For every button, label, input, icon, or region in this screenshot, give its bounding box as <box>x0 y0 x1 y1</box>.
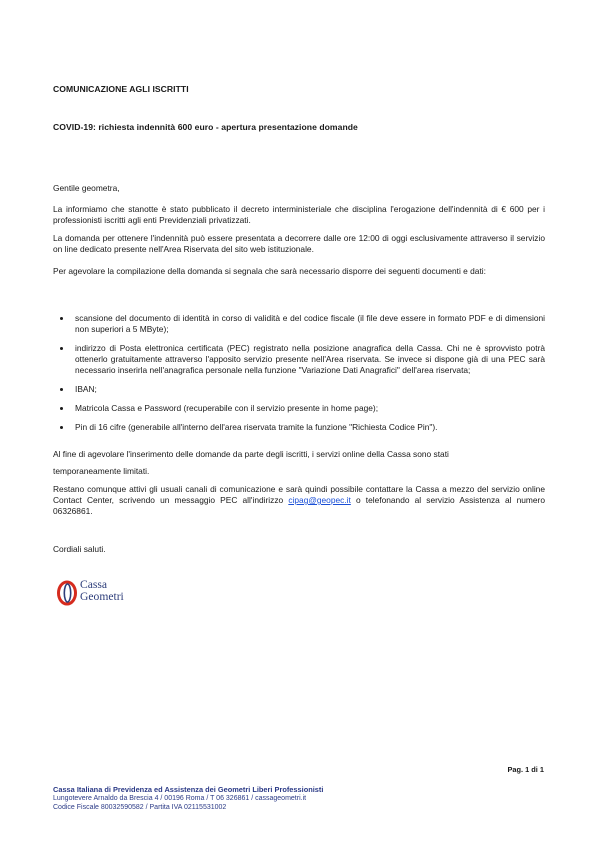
bullet-icon <box>60 426 63 429</box>
paragraph-contact <box>53 484 545 517</box>
list-item <box>53 384 545 395</box>
footer-address: Lungotevere Arnaldo da Brescia 4 / 00196 Roma / T 06 326861 / cassageometri.it <box>53 795 307 803</box>
bullet-icon <box>60 347 63 350</box>
list-item-text: Matricola Cassa e Password (recuperabile con il servizio presente in home page); <box>75 403 379 413</box>
footer <box>53 785 323 813</box>
cassa-geometri-logo <box>56 578 156 610</box>
list-item <box>53 343 545 376</box>
greeting: Gentile geometra, <box>53 183 120 193</box>
bullet-icon <box>60 317 63 320</box>
document-subject: COVID-19: richiesta indennità 600 euro - apertura presentazione domande <box>53 122 358 132</box>
paragraph-application-text: La domanda per ottenere l'indennità può essere presentata a decorrere dalle ore 12:00 di oggi esclusivamente attraverso il servizio on line dedicato presente nell'Area Riservata del sito web istituzionale. <box>53 233 545 254</box>
list-item <box>53 403 545 414</box>
logo-wordmark <box>80 579 124 603</box>
list-item-text: Pin di 16 cifre (generabile all'interno dell'area riservata tramite la funzione "Richiesta Codice Pin"). <box>75 422 438 432</box>
pec-email-link[interactable]: cipag@geopec.it <box>288 495 351 505</box>
closing: Cordiali saluti. <box>53 544 106 554</box>
document-title: COMUNICAZIONE AGLI ISCRITTI <box>53 84 189 94</box>
footer-organization: Cassa Italiana di Previdenza ed Assistenza dei Geometri Liberi Professionisti <box>53 785 324 794</box>
footer-tax-ids: Codice Fiscale 80032590582 / Partita IVA 02115531002 <box>53 804 227 812</box>
list-item-text: indirizzo di Posta elettronica certificata (PEC) registrato nella posizione anagrafica della Cassa. Chi ne è sprovvisto potrà ottenerlo gratuitamente attraverso l'apposito servizio presente nell'Area riservata. Se invece si dispone già di una PEC sarà necessario inserirla nell'anagrafica personale nella funzione "Variazione Dati Anagrafici" dell'area riservata; <box>75 343 545 375</box>
requirements-list <box>53 313 545 433</box>
list-item-text: scansione del documento di identità in corso di validità e del codice fiscale (il file deve essere in formato PDF e di dimensioni non superiori a 5 MByte); <box>75 313 545 334</box>
list-item <box>53 422 545 433</box>
paragraph-requirements <box>53 266 545 277</box>
page-number: Pag. 1 di 1 <box>507 765 544 774</box>
logo-mark-icon <box>56 578 82 608</box>
list-item-text: IBAN; <box>75 384 97 394</box>
paragraph-services-limited-1: Al fine di agevolare l'inserimento delle domande da parte degli iscritti, i servizi online della Cassa sono stati <box>53 449 449 459</box>
logo-line-1: Cassa <box>80 578 108 591</box>
contact-text-before: Restano comunque attivi gli usuali canali di comunicazione e sarà quindi possibile contattare la Cassa a mezzo del servizio online Contact Center, scrivendo un messaggio PEC all'indirizzo <box>53 484 545 505</box>
paragraph-decree-text: La informiamo che stanotte è stato pubblicato il decreto interministeriale che disciplina l'erogazione dell'indennità di € 600 per i professionisti iscritti agli enti Previdenziali privatizzati. <box>53 204 545 225</box>
paragraph-decree <box>53 204 545 226</box>
logo-line-2: Geometri <box>80 590 124 603</box>
bullet-icon <box>60 388 63 391</box>
paragraph-requirements-text: Per agevolare la compilazione della domanda si segnala che sarà necessario disporre dei seguenti documenti e dati: <box>53 266 486 276</box>
contact-text-after: o telefonando al servizio Assistenza al numero 06326861. <box>53 495 546 516</box>
list-item <box>53 313 545 335</box>
paragraph-application <box>53 233 545 255</box>
bullet-icon <box>60 407 63 410</box>
paragraph-services-limited-2: temporaneamente limitati. <box>53 466 150 476</box>
